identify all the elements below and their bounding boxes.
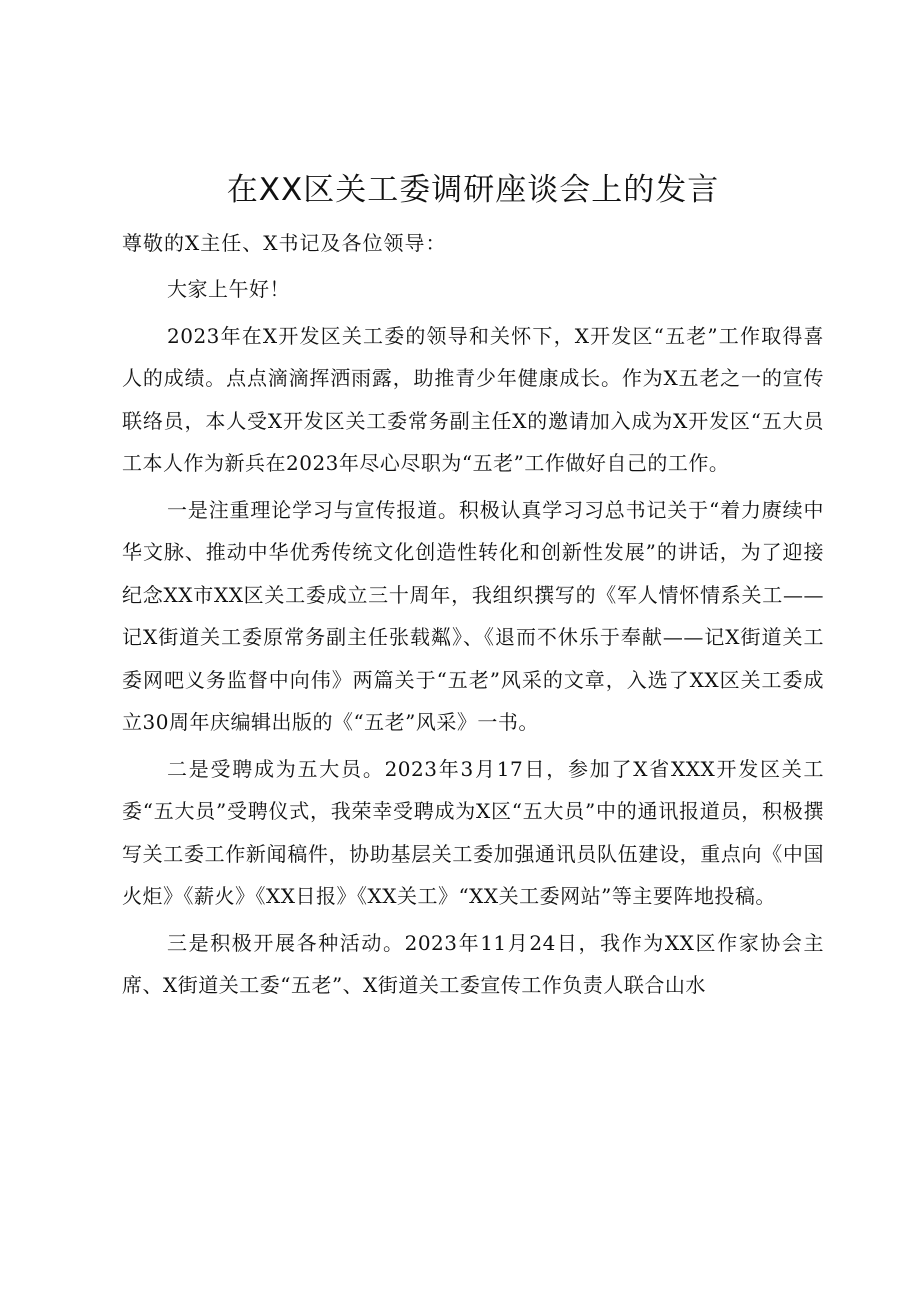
paragraph-theory-study: 一是注重理论学习与宣传报道。积极认真学习习总书记关于“着力赓续中华文脉、推动中华优秀传统文化创造性转化和创新性发展”的讲话，为了迎接纪念XX市XX区关工委成立三十周年，我组织撰写的《军人情怀情系关工——记X街道关工委原常务副主任张载粼》、《退而不休乐于奉献——记X街道关工委网吧义务监督中向伟》两篇关于“五老”风采的文章，入选了XX区关工委成立30周年庆编辑出版的《“五老”风采》一书。 <box>122 497 824 734</box>
document-title: 在XX区关工委调研座谈会上的发言 <box>226 172 720 208</box>
paragraph-five-members: 二是受聘成为五大员。2023年3月17日，参加了X省XXX开发区关工委“五大员”受聘仪式，我荣幸受聘成为X区“五大员”中的通讯报道员，积极撰写关工委工作新闻稿件，协助基层关工委加强通讯员队伍建设，重点向《中国火炬》《薪火》《XX日报》《XX关工》“XX关工委网站”等主要阵地投稿。 <box>122 756 824 908</box>
greeting: 大家上午好！ <box>167 277 290 301</box>
paragraph-intro: 2023年在X开发区关工委的领导和关怀下，X开发区“五老”工作取得喜人的成绩。点点滴滴挥洒雨露，助推青少年健康成长。作为X五老之一的宣传联络员，本人受X开发区关工委常务副主任X的邀请加入成为X开发区“五大员工本人作为新兵在2023年尽心尽职为“五老”工作做好自己的工作。 <box>122 323 824 475</box>
salutation: 尊敬的X主任、X书记及各位领导： <box>122 231 447 255</box>
paragraph-activities: 三是积极开展各种活动。2023年11月24日，我作为XX区作家协会主席、X街道关工委“五老”、X街道关工委宣传工作负责人联合山水 <box>122 930 824 997</box>
